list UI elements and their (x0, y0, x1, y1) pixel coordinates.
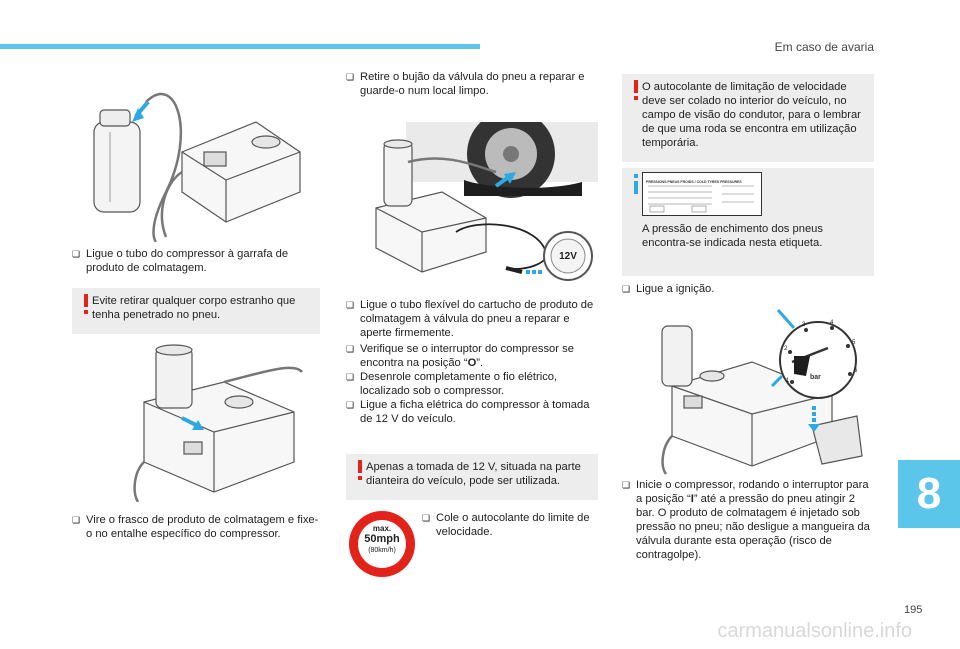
col2-step-check-switch: ❏ Verifique se o interruptor do compressor se encontra na posição “O”. (346, 343, 574, 369)
bullet-icon: ❏ (346, 372, 355, 382)
col2-warning-note: Apenas a tomada de 12 V, situada na parte dianteira do veículo, pode ser utilizada. (346, 454, 598, 500)
bullet-icon: ❏ (622, 284, 631, 294)
watermark: carmanualsonline.info (717, 620, 912, 642)
speed-sign-value: 50mph (364, 533, 400, 545)
col2-step-connect-valve: ❏ Ligue o tubo flexível do cartucho de produto de colmatagem à válvula do pneu a reparar e aperte firmemente. (346, 299, 594, 339)
page-number: 195 (904, 604, 923, 616)
col2-step-plug-in: ❏ Ligue a ficha elétrica do compressor à tomada de 12 V do veículo. (346, 399, 590, 425)
gauge-tick-1: 1 (786, 378, 790, 384)
bullet-icon: ❏ (72, 515, 81, 525)
tyre-label-title: PRESSIONS PNEUS FROIDS / COLD TYRES PRESSURES (646, 180, 742, 184)
gauge-tick-2: 2 (784, 346, 788, 352)
header-accent-bar (0, 44, 480, 49)
warning-exclamation-icon (356, 460, 364, 480)
speed-sign-max: max. (372, 524, 392, 533)
warning-exclamation-icon (82, 294, 90, 314)
col3-step-start-compressor: ❏ Inicie o compressor, rodando o interruptor para a posição “I” até a pressão do pneu atingir 2 bar. O produto de colmatagem é injetado sob pressão no pneu; não desligue a mangueira da válvula durante esta operação (risco de contragolpe). (622, 479, 870, 561)
gauge-unit-label: bar (810, 374, 821, 381)
bullet-icon: ❏ (422, 513, 431, 523)
speed-sign-kmh: (80km/h) (368, 547, 396, 554)
compressor-gauge-illustration (632, 306, 870, 476)
col2-step-apply-sticker: ❏ Cole o autocolante do limite de velocidade. (422, 512, 590, 538)
gauge-tick-6: 6 (854, 368, 858, 374)
chapter-tab: 8 (898, 460, 960, 528)
bottle-insert-illustration (124, 342, 304, 502)
col1-step-connect-hose: ❏ Ligue o tubo do compressor à garrafa de produto de colmatagem. (72, 248, 289, 274)
bullet-icon: ❏ (622, 480, 631, 490)
section-title: Em caso de avaria (774, 40, 874, 54)
plug-12v-label: 12V (559, 251, 577, 262)
bullet-icon: ❏ (346, 72, 355, 82)
col2-step-unwind-cable: ❏ Desenrole completamente o fio elétrico, localizado sob o compressor. (346, 371, 558, 397)
col3-warning-note: O autocolante de limitação de velocidade deve ser colado no interior do veículo, no campo de visão do condutor, para o lembrar de que uma roda se encontra em utilização temporária. (622, 74, 874, 162)
bullet-icon: ❏ (346, 400, 355, 410)
tyre-valve-compressor-illustration (346, 122, 598, 288)
col1-warning-note: Evite retirar qualquer corpo estranho que tenha penetrado no pneu. (72, 288, 320, 334)
col3-step-ignition: ❏ Ligue a ignição. (622, 283, 715, 295)
info-text: A pressão de enchimento dos pneus encontra-se indicada nesta etiqueta. (642, 223, 823, 249)
gauge-tick-5: 5 (852, 340, 856, 346)
bullet-icon: ❏ (346, 300, 355, 310)
col3-info-note (622, 168, 874, 276)
gauge-tick-3: 3 (802, 322, 806, 328)
bullet-icon: ❏ (72, 249, 81, 259)
col2-step-remove-valve-cap: ❏ Retire o bujão da válvula do pneu a reparar e guarde-o num local limpo. (346, 71, 585, 97)
compressor-bottle-illustration (86, 72, 306, 242)
col1-step-fix-bottle: ❏ Vire o frasco de produto de colmatagem e fixe-o no entalhe específico do compressor. (72, 514, 319, 540)
bullet-icon: ❏ (346, 344, 355, 354)
gauge-tick-4: 4 (830, 320, 834, 326)
info-icon (632, 174, 640, 194)
warning-exclamation-icon (632, 80, 640, 100)
